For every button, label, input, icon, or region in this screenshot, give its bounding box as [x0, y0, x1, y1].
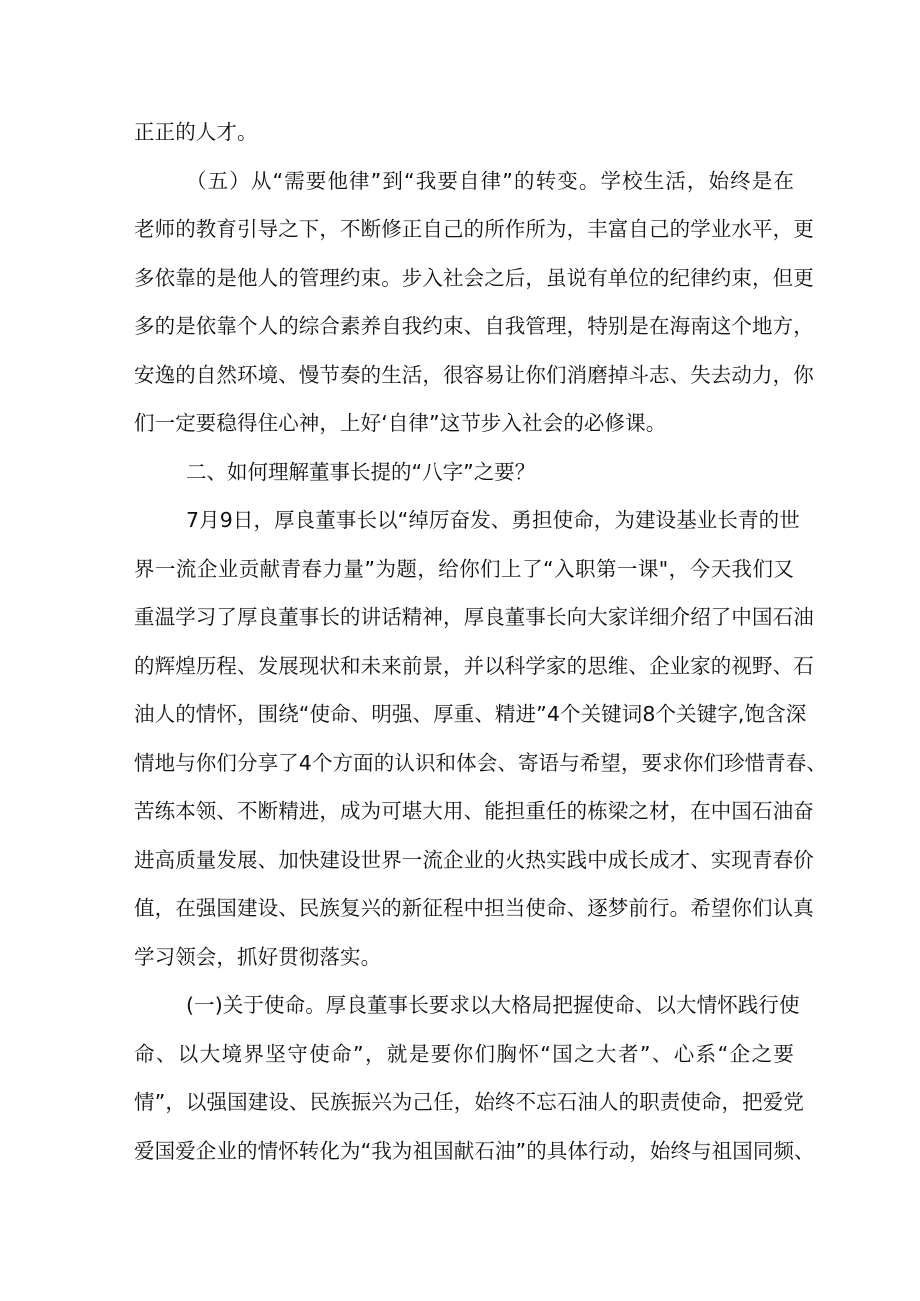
text-line: 情地与你们分享了4个方面的认识和体会、寄语与希望，要求你们珍惜青春、 [134, 750, 827, 775]
text-line: 进高质量发展、加快建设世界一流企业的火热实践中成长成才、实现青春价 [134, 847, 814, 872]
paragraph-heading-one: (一)关于使命。厚良董事长要求以大格局把握使命、以大情怀践行使 [186, 993, 800, 1017]
text-line: 值，在强国建设、民族复兴的新征程中担当使命、逐梦前行。希望你们认真 [134, 896, 814, 920]
text-line: 们一定要稳得住心神，上好‘自律”这节步入社会的必修课。 [134, 411, 667, 435]
text-line: 学习领会，抓好贯彻落实。 [134, 944, 382, 969]
paragraph-heading-five: （五）从“需要他律”到“我要自律”的转变。学校生活，始终是在 [186, 168, 794, 193]
text-line: 老师的教育引导之下，不断修正自己的所作所为，丰富自己的学业水平，更 [134, 217, 814, 241]
text-line: 多的是依靠个人的综合素养自我约束、自我管理，特别是在海南这个地方， [134, 314, 814, 338]
text-line: 界一流企业贡献青春力量”为题，给你们上了“入职第一课"，今天我们又 [134, 556, 794, 581]
text-line: 重温学习了厚良董事长的讲话精神，厚良董事长向大家详细介绍了中国石油 [134, 605, 814, 629]
text-line: 7月9日，厚良董事长以“绰厉奋发、勇担使命，为建设基业长青的世 [186, 508, 800, 532]
text-line: 苦练本领、不断精进，成为可堪大用、能担重任的栋梁之材，在中国石油奋 [134, 799, 814, 823]
document-body [134, 108, 827, 1175]
text-line: 命、以大境界坚守使命”，就是要你们胸怀“国之大者”、心系“企之要 [134, 1041, 794, 1066]
text-line: 情”，以强国建设、民族振兴为己任，始终不忘石油人的职责使命，把爱党 [134, 1090, 804, 1114]
text-line: 安逸的自然环境、慢节奏的生活，很容易让你们消磨掉斗志、失去动力，你 [134, 362, 814, 387]
text-line: 正正的人才。 [134, 120, 258, 144]
text-line: 爱国爱企业的情怀转化为“我为祖国献石油”的具体行动，始终与祖国同频、 [134, 1138, 815, 1163]
section-heading: 二、如何理解董事长提的“八字”之要？ [186, 459, 536, 484]
text-line: 的辉煌历程、发展现状和未来前景，并以科学家的思维、企业家的视野、石 [134, 653, 814, 678]
text-line: 油人的情怀，围绕“使命、明强、厚重、精进”4个关键词8个关键字,饱含深 [134, 702, 807, 726]
text-line: 多依靠的是他人的管理约束。步入社会之后，虽说有单位的纪律约束，但更 [134, 265, 814, 290]
